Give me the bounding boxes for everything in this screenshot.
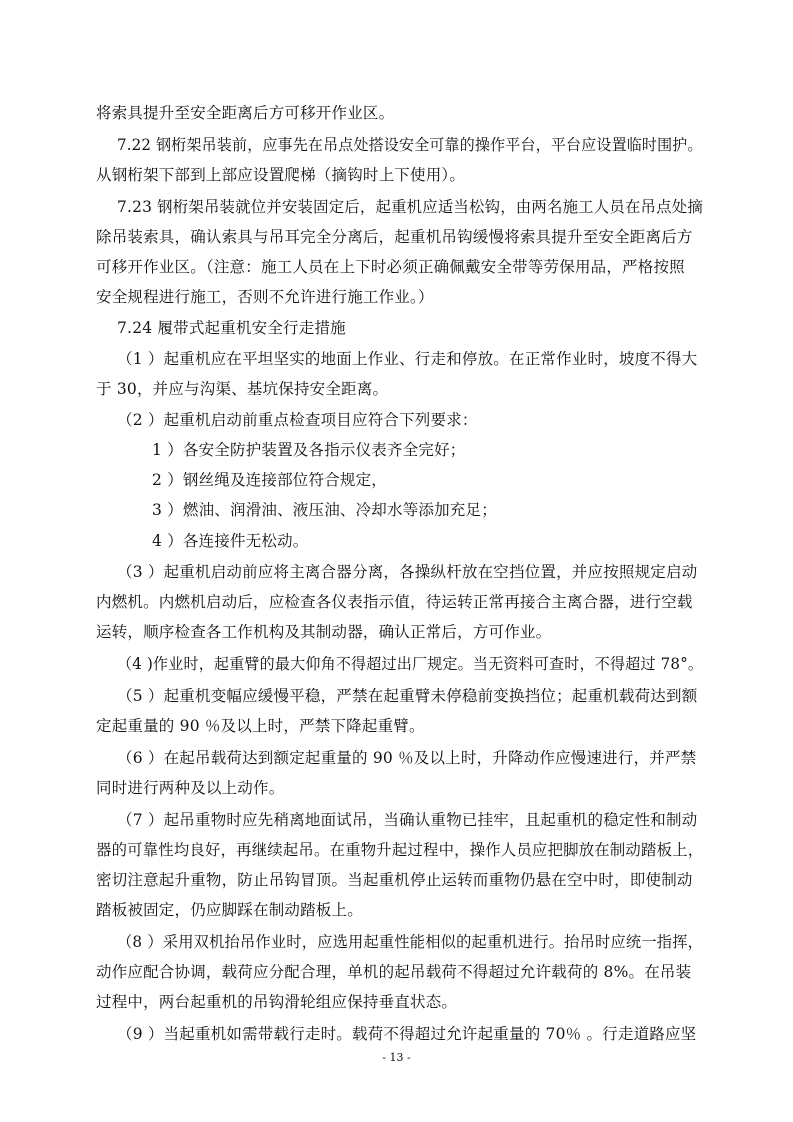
text-line: （7 ）起吊重物时应先稍离地面试吊，当确认重物已挂牢，且起重机的稳定性和制动: [117, 811, 698, 829]
text-line: （3 ）起重机启动前应将主离合器分离，各操纵杆放在空挡位置，并应按照规定启动: [117, 563, 698, 581]
text-line: 于 30，并应与沟渠、基坑保持安全距离。: [96, 380, 389, 398]
text-line: 除吊装索具，确认索具与吊耳完全分离后，起重机吊钩缓慢将索具提升至安全距离后方: [96, 228, 693, 246]
text-line: 踏板被固定，仍应脚踩在制动踏板上。: [96, 901, 363, 919]
text-line: 器的可靠性均良好，再继续起吊。在重物升起过程中，操作人员应把脚放在制动踏板上，: [96, 841, 704, 859]
section-heading: 7.24 履带式起重机安全行走措施: [117, 319, 346, 337]
text-line: 同时进行两种及以上动作。: [96, 779, 285, 797]
text-line: 密切注意起升重物，防止吊钩冒顶。当起重机停止运转而重物仍悬在空中时，即使制动: [96, 871, 693, 889]
text-line: 可移开作业区。（注意：施工人员在上下时必须正确佩戴安全带等劳保用品，严格按照: [96, 258, 685, 276]
text-line: 动作应配合协调，载荷应分配合理，单机的起吊载荷不得超过允许载荷的 8%。在吊装: [96, 963, 692, 981]
text-line: 运转，顺序检查各工作机构及其制动器，确认正常后，方可作业。: [96, 623, 552, 641]
list-item: 1 ）各安全防护装置及各指示仪表齐全完好；: [152, 441, 466, 459]
text-line: 从钢桁架下部到上部应设置爬梯（摘钩时上下使用）。: [96, 166, 466, 184]
text-line: 过程中，两台起重机的吊钩滑轮组应保持垂直状态。: [96, 993, 458, 1011]
list-item: 3 ）燃油、润滑油、液压油、冷却水等添加充足；: [152, 501, 497, 519]
text-line: 安全规程进行施工，否则不允许进行施工作业。）: [96, 288, 434, 306]
text-line: （6 ）在起吊载荷达到额定起重量的 90 ％及以上时，升降动作应慢速进行，并严禁: [117, 749, 697, 767]
text-line: 7.22 钢桁架吊装前，应事先在吊点处搭设安全可靠的操作平台，平台应设置临时围护。: [117, 136, 703, 154]
text-line: 将索具提升至安全距离后方可移开作业区。: [96, 104, 395, 122]
text-line: 定起重量的 90 ％及以上时，严禁下降起重臂。: [96, 717, 425, 735]
text-line: （9 ）当起重机如需带载行走时。载荷不得超过允许起重量的 70％ 。行走道路应坚: [117, 1025, 697, 1043]
text-line: 7.23 钢桁架吊装就位并安装固定后，起重机应适当松钩，由两名施工人员在吊点处摘: [117, 198, 703, 216]
text-line: （1 ）起重机应在平坦坚实的地面上作业、行走和停放。在正常作业时，坡度不得大: [117, 350, 698, 368]
text-line: （8 ）采用双机抬吊作业时，应选用起重性能相似的起重机进行。抬吊时应统一指挥，: [117, 933, 704, 951]
text-line: （4 )作业时，起重臂的最大仰角不得超过出厂规定。当无资料可查时，不得超过 78°。: [117, 655, 704, 673]
text-line: （2 ）起重机启动前重点检查项目应符合下列要求：: [117, 411, 478, 429]
list-item: 4 ）各连接件无松动。: [152, 532, 309, 550]
text-line: 内燃机。内燃机启动后，应检查各仪表指示值，待运转正常再接合主离合器，进行空载: [96, 593, 693, 611]
list-item: 2 ）钢丝绳及连接部位符合规定，: [152, 471, 387, 489]
page-number: - 13 -: [382, 1051, 411, 1064]
text-line: （5 ）起重机变幅应缓慢平稳，严禁在起重臂未停稳前变换挡位；起重机载荷达到额: [117, 687, 698, 705]
